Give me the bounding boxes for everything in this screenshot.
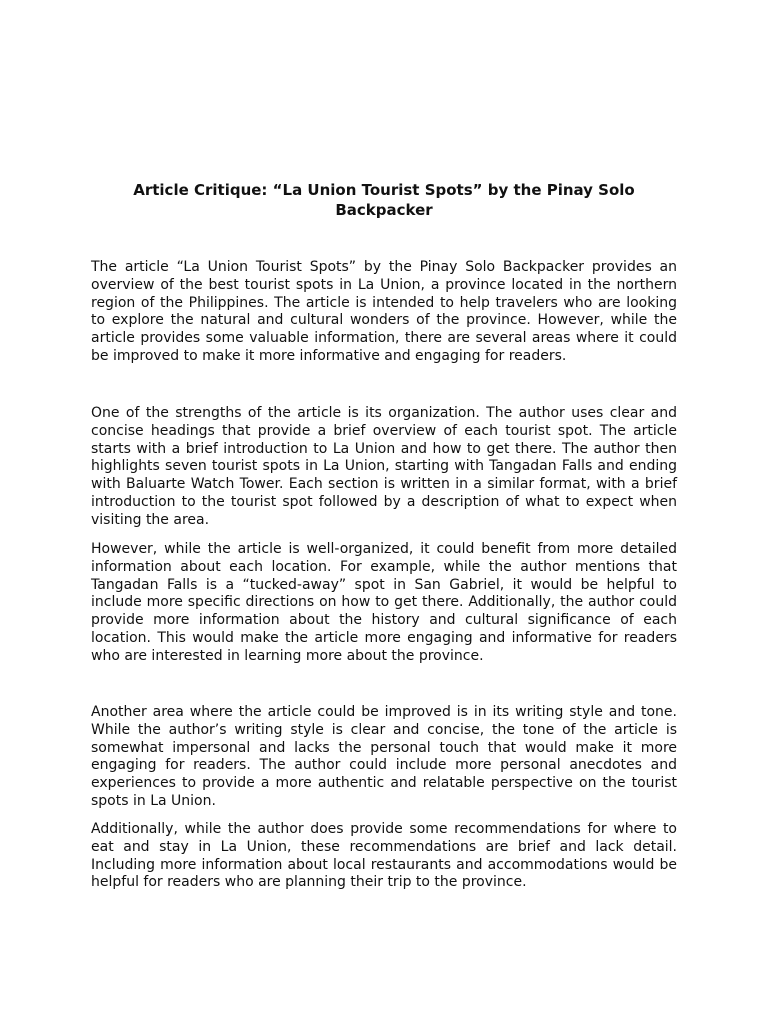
paragraph-strengths: One of the strengths of the article is its organization. The author uses clear and concise headings that provide a brief overview of each tourist spot. The article starts with a brief introduction to La Union and how to get there. The author then highlights seven tourist spots in La Union, starting with Tangadan Falls and ending with Baluarte Watch Tower. Each section is written in a similar format, with a brief introduction to the tourist spot followed by a description of what to expect when visiting the area.	[91, 405, 677, 528]
paragraph-style-tone: Another area where the article could be improved is in its writing style and tone. While the author’s writing style is clear and concise, the tone of the article is somewhat impersonal and lacks the personal touch that would make it more engaging for readers. The author could include more personal anecdotes and experiences to provide a more authentic and relatable perspective on the tourist spots in La Union.	[91, 704, 677, 809]
paragraph-recommendations: Additionally, while the author does provide some recommendations for where to eat and stay in La Union, these recommendations are brief and lack detail. Including more information about local restaurants and accommodations would be helpful for readers who are planning their trip to the province.	[91, 821, 677, 891]
paragraph-intro: The article “La Union Tourist Spots” by the Pinay Solo Backpacker provides an overview of the best tourist spots in La Union, a province located in the northern region of the Philippines. The article is intended to help travelers who are looking to explore the natural and cultural wonders of the province. However, while the article provides some valuable information, there are several areas where it could be improved to make it more informative and engaging for readers.	[91, 259, 677, 364]
paragraph-detail-critique: However, while the article is well-organized, it could benefit from more detailed information about each location. For example, while the author mentions that Tangadan Falls is a “tucked-away” spot in San Gabriel, it would be helpful to include more specific directions on how to get there. Additionally, the author could provide more information about the history and cultural significance of each location. This would make the article more engaging and informative for readers who are interested in learning more about the province.	[91, 541, 677, 664]
page-title: Article Critique: “La Union Tourist Spots” by the Pinay Solo Backpacker	[133, 181, 635, 219]
